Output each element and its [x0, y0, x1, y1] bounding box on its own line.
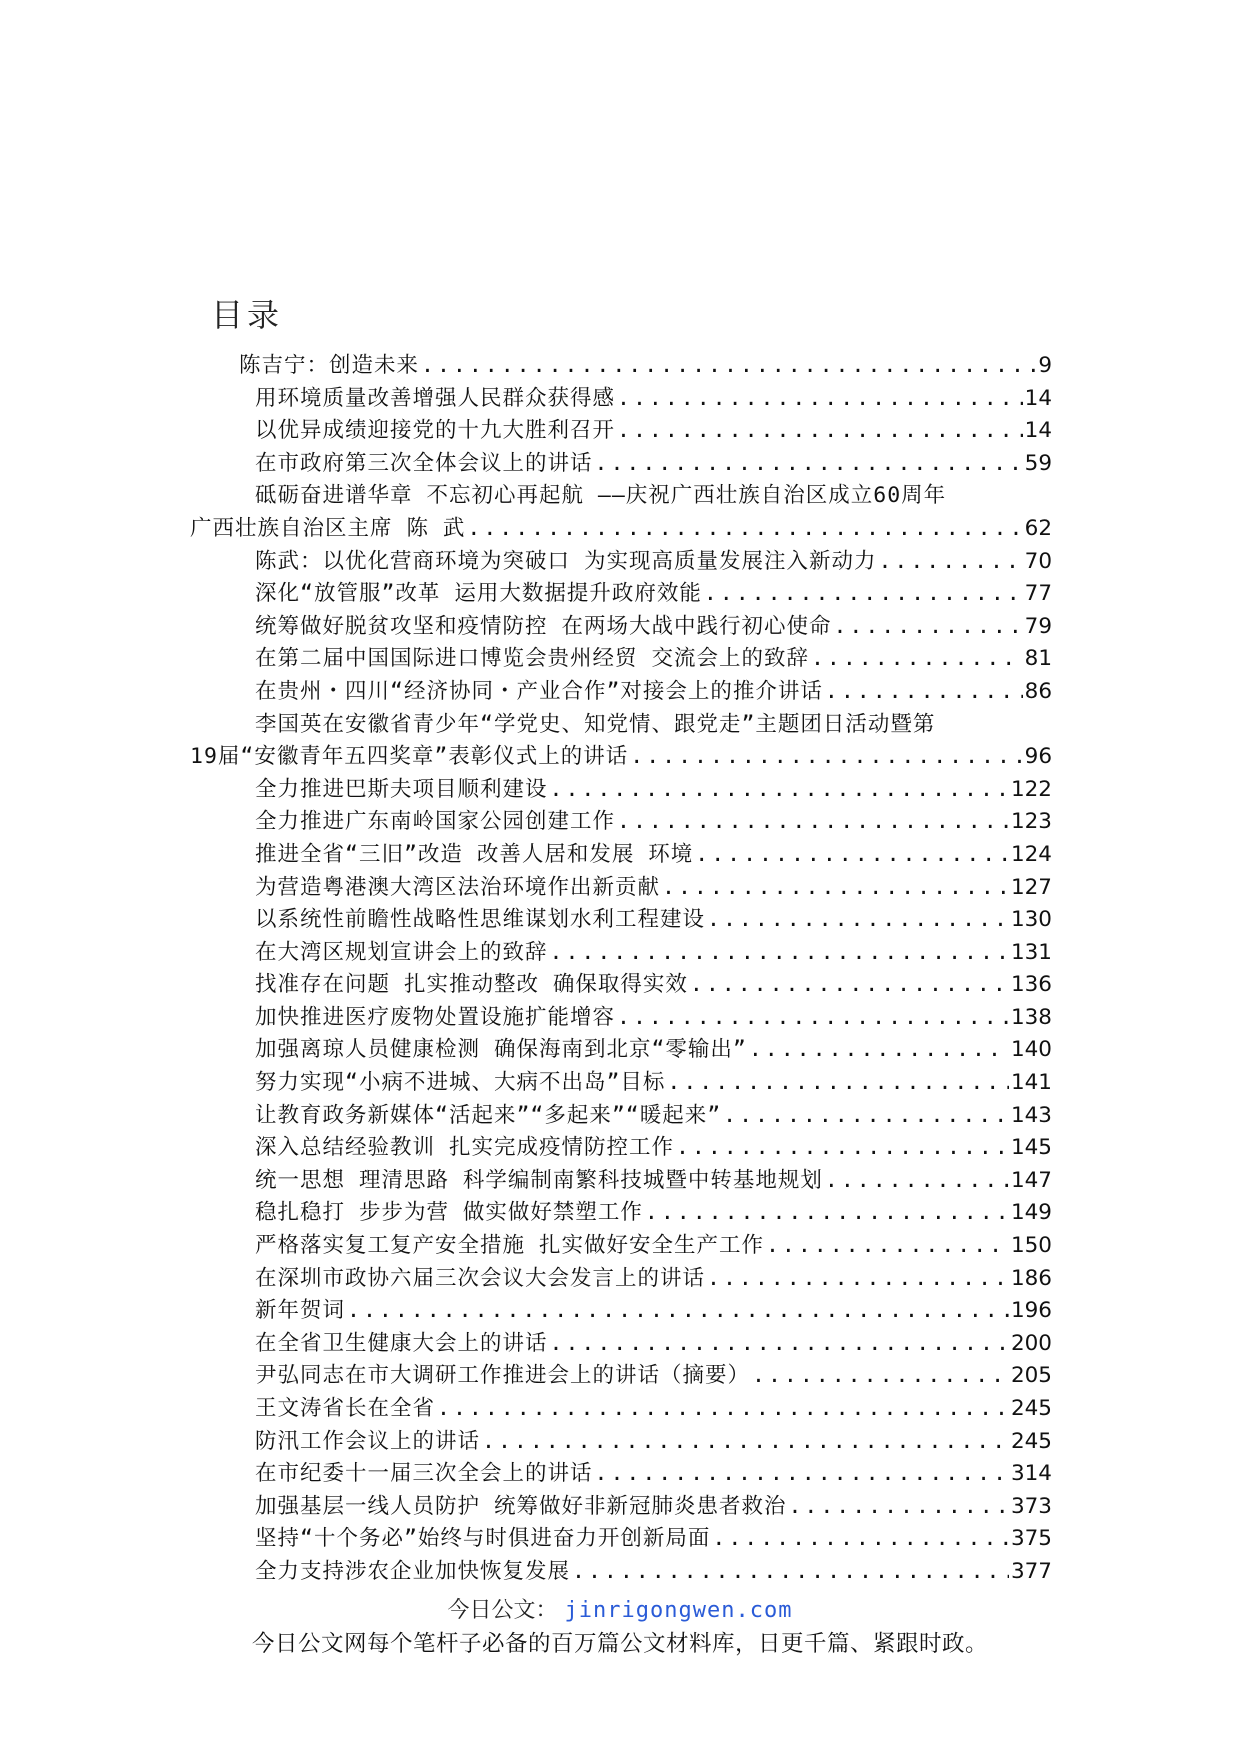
toc-dot-leader — [723, 1103, 1009, 1128]
footer-site-url[interactable]: jinrigongwen.com — [564, 1598, 793, 1623]
toc-entry-title: 19届“安徽青年五四奖章”表彰仪式上的讲话 — [190, 744, 629, 770]
toc-dot-leader — [707, 907, 1009, 932]
toc-dot-leader — [667, 1070, 1009, 1095]
toc-entry[interactable] — [190, 967, 1052, 1000]
toc-dot-leader — [825, 1168, 1009, 1193]
toc-dot-leader — [707, 1266, 1009, 1291]
toc-entry-page-number: 196 — [1010, 1298, 1052, 1324]
toc-entry-page-number: 124 — [1010, 841, 1052, 867]
toc-entry-page-number: 62 — [1024, 515, 1052, 541]
toc-entry[interactable] — [190, 935, 1052, 968]
toc-entry-page-number: 96 — [1024, 744, 1052, 770]
toc-entry[interactable] — [190, 674, 1052, 707]
toc-entry[interactable] — [190, 739, 1052, 772]
toc-entry-page-number: 77 — [1024, 581, 1052, 607]
toc-entry-page-number: 14 — [1024, 418, 1052, 444]
toc-entry-page-number: 9 — [1038, 353, 1052, 378]
toc-entry-page-number: 145 — [1010, 1135, 1052, 1161]
toc-entry-title: 新年贺词 — [255, 1298, 346, 1324]
toc-entry-title: 统一思想 理清思路 科学编制南繁科技城暨中转基地规划 — [255, 1167, 823, 1193]
toc-entry-title: 王文涛省长在全省 — [255, 1396, 436, 1421]
toc-entry-page-number: 131 — [1010, 939, 1052, 965]
toc-entry-title: 尹弘同志在市大调研工作推进会上的讲话（摘要） — [255, 1363, 751, 1389]
toc-entry-title: 找准存在问题 扎实推动整改 确保取得实效 — [255, 972, 688, 998]
toc-entry-title: 加快推进医疗废物处置设施扩能增容 — [255, 1004, 616, 1030]
toc-dot-leader — [550, 940, 1009, 965]
toc-entry-title: 陈武：以优化营商环境为突破口 为实现高质量发展注入新动力 — [255, 548, 877, 574]
toc-entry-page-number: 150 — [1010, 1233, 1052, 1259]
toc-entry-title: 全力推进巴斯夫项目顺利建设 — [255, 776, 548, 802]
toc-entry-page-number: 140 — [1010, 1037, 1052, 1063]
toc-entry[interactable] — [190, 1098, 1052, 1131]
toc-entry-page-number: 59 — [1024, 450, 1052, 476]
footer-site-label: 今日公文： — [447, 1598, 558, 1623]
toc-dot-leader — [690, 972, 1009, 997]
toc-entry-page-number: 186 — [1010, 1265, 1052, 1291]
toc-entry[interactable] — [190, 1456, 1052, 1489]
toc-dot-leader — [467, 516, 1022, 541]
toc-entry[interactable] — [190, 902, 1052, 935]
toc-entry[interactable] — [190, 544, 1052, 577]
toc-entry-page-number: 200 — [1010, 1330, 1052, 1356]
toc-entry-title: 全力支持涉农企业加快恢复发展 — [255, 1558, 571, 1584]
toc-dot-leader — [752, 1363, 1009, 1388]
toc-entry[interactable] — [190, 1130, 1052, 1163]
toc-entry-page-number: 127 — [1010, 874, 1052, 900]
toc-entry-page-number: 149 — [1010, 1200, 1052, 1226]
toc-dot-leader — [617, 1005, 1009, 1030]
toc-dot-leader — [645, 1200, 1009, 1225]
toc-entry[interactable] — [190, 1000, 1052, 1033]
toc-entry[interactable] — [190, 1261, 1052, 1294]
toc-entry-title: 加强离琼人员健康检测 确保海南到北京“零输出” — [255, 1037, 747, 1063]
toc-dot-leader — [595, 451, 1023, 476]
toc-entry-title: 全力推进广东南岭国家公园创建工作 — [255, 809, 616, 835]
toc-entry-page-number: 245 — [1010, 1428, 1052, 1454]
toc-dot-leader — [788, 1494, 1009, 1519]
toc-entry-page-number: 143 — [1010, 1102, 1052, 1128]
toc-entry[interactable] — [190, 1293, 1052, 1326]
toc-entry-page-number: 245 — [1010, 1396, 1052, 1421]
toc-entry-title: 在市政府第三次全体会议上的讲话 — [255, 450, 593, 476]
toc-entry[interactable] — [190, 1195, 1052, 1228]
toc-entry-page-number: 138 — [1010, 1004, 1052, 1030]
toc-dot-leader — [825, 679, 1023, 704]
toc-dot-leader — [766, 1233, 1009, 1258]
toc-dot-leader — [878, 549, 1022, 574]
toc-dot-leader — [437, 1396, 1009, 1421]
toc-entry[interactable] — [190, 772, 1052, 805]
toc-dot-leader — [749, 1037, 1009, 1062]
toc-entry-title: 坚持“十个务必”始终与时俱进奋力开创新局面 — [255, 1526, 711, 1552]
toc-entry-title: 统筹做好脱贫攻坚和疫情防控 在两场大战中践行初心使命 — [255, 613, 832, 639]
toc-dot-leader — [421, 353, 1036, 378]
toc-entry-title: 在全省卫生健康大会上的讲话 — [255, 1330, 548, 1356]
toc-entry-title: 砥砺奋进谱华章 不忘初心再起航 ——庆祝广西壮族自治区成立60周年 — [255, 483, 947, 509]
footer-site-line — [0, 1593, 1240, 1624]
toc-entry-page-number: 375 — [1010, 1526, 1052, 1552]
toc-entry[interactable] — [190, 1065, 1052, 1098]
toc-dot-leader — [550, 1331, 1009, 1356]
toc-entry-page-number: 377 — [1010, 1558, 1052, 1584]
toc-entry-title: 以系统性前瞻性战略性思维谋划水利工程建设 — [255, 907, 706, 933]
toc-entry[interactable] — [190, 837, 1052, 870]
toc-entry-title: 在大湾区规划宣讲会上的致辞 — [255, 939, 548, 965]
toc-dot-leader — [482, 1429, 1009, 1454]
toc-dot-leader — [676, 1135, 1009, 1160]
toc-entry[interactable] — [190, 1391, 1052, 1424]
toc-entry[interactable] — [190, 1424, 1052, 1457]
toc-entry-title: 让教育政务新媒体“活起来”“多起来”“暖起来” — [255, 1102, 722, 1128]
toc-entry[interactable] — [190, 1326, 1052, 1359]
toc-entry-title: 在深圳市政协六届三次会议大会发言上的讲话 — [255, 1265, 706, 1291]
toc-entry[interactable] — [190, 381, 1052, 414]
toc-entry[interactable] — [190, 478, 1052, 511]
toc-entry-title: 广西壮族自治区主席 陈 武 — [190, 515, 466, 541]
toc-entry[interactable] — [190, 870, 1052, 903]
toc-dot-leader — [630, 744, 1022, 769]
toc-dot-leader — [595, 1461, 1009, 1486]
toc-entry-page-number: 86 — [1024, 678, 1052, 704]
toc-entry[interactable] — [190, 804, 1052, 837]
toc-dot-leader — [662, 875, 1009, 900]
toc-entry-page-number: 205 — [1010, 1363, 1052, 1389]
toc-entry-page-number: 314 — [1010, 1461, 1052, 1487]
toc-entry-title: 深入总结经验教训 扎实完成疫情防控工作 — [255, 1135, 674, 1161]
toc-entry[interactable] — [190, 1554, 1052, 1587]
toc-entry[interactable] — [190, 609, 1052, 642]
toc-dot-leader — [347, 1298, 1009, 1323]
toc-dot-leader — [811, 646, 1023, 671]
toc-entry[interactable] — [190, 1521, 1052, 1554]
toc-entry[interactable] — [190, 413, 1052, 446]
toc-entry-title: 努力实现“小病不进城、大病不出岛”目标 — [255, 1070, 666, 1096]
toc-entry[interactable] — [190, 576, 1052, 609]
toc-entry-page-number: 130 — [1010, 907, 1052, 933]
toc-entry-title: 稳扎稳打 步步为营 做实做好禁塑工作 — [255, 1200, 643, 1226]
toc-dot-leader — [617, 386, 1023, 411]
toc-entry[interactable] — [190, 511, 1052, 544]
toc-entry[interactable] — [190, 348, 1052, 381]
toc-entry-page-number: 14 — [1024, 385, 1052, 411]
toc-dot-leader — [695, 842, 1009, 867]
toc-entry-page-number: 147 — [1010, 1167, 1052, 1193]
toc-entry-title: 李国英在安徽省青少年“学党史、知党情、跟党走”主题团日活动暨第 — [255, 711, 936, 737]
toc-entry[interactable] — [190, 446, 1052, 479]
toc-entry-title: 在市纪委十一届三次全会上的讲话 — [255, 1461, 593, 1487]
toc-dot-leader — [572, 1559, 1009, 1584]
toc-entry-page-number: 81 — [1024, 646, 1052, 672]
toc-entry-page-number: 136 — [1010, 972, 1052, 998]
toc-entry-title: 以优异成绩迎接党的十九大胜利召开 — [255, 418, 616, 444]
toc-dot-leader — [833, 614, 1022, 639]
toc-entry[interactable] — [190, 707, 1052, 740]
toc-dot-leader — [617, 809, 1009, 834]
toc-entry[interactable] — [190, 1032, 1052, 1065]
toc-entry-title: 在第二届中国国际进口博览会贵州经贸 交流会上的致辞 — [255, 646, 809, 672]
toc-entry-title: 为营造粤港澳大湾区法治环境作出新贡献 — [255, 874, 661, 900]
toc-entry[interactable] — [190, 1228, 1052, 1261]
toc-entry-title: 在贵州・四川“经济协同・产业合作”对接会上的推介讲话 — [255, 678, 823, 704]
toc-entry[interactable] — [190, 1358, 1052, 1391]
toc-entry-title: 严格落实复工复产安全措施 扎实做好安全生产工作 — [255, 1233, 764, 1259]
toc-entry-title: 防汛工作会议上的讲话 — [255, 1428, 481, 1454]
toc-entry[interactable] — [190, 1489, 1052, 1522]
toc-entry[interactable] — [190, 1163, 1052, 1196]
toc-entry-page-number: 70 — [1024, 548, 1052, 574]
toc-entry[interactable] — [190, 641, 1052, 674]
toc-entry-title: 深化“放管服”改革 运用大数据提升政府效能 — [255, 581, 702, 607]
table-of-contents — [190, 348, 1052, 1587]
toc-entry-page-number: 122 — [1010, 776, 1052, 802]
toc-entry-page-number: 141 — [1010, 1070, 1052, 1096]
toc-dot-leader — [712, 1526, 1009, 1551]
toc-entry-title: 加强基层一线人员防护 统筹做好非新冠肺炎患者救治 — [255, 1493, 787, 1519]
page-title: 目录 — [211, 296, 284, 334]
toc-dot-leader — [617, 418, 1023, 443]
toc-dot-leader — [704, 581, 1023, 606]
toc-entry-title: 推进全省“三旧”改造 改善人居和发展 环境 — [255, 841, 694, 867]
toc-entry-page-number: 123 — [1010, 809, 1052, 835]
toc-entry-page-number: 373 — [1010, 1493, 1052, 1519]
toc-entry-title: 用环境质量改善增强人民群众获得感 — [255, 385, 616, 411]
toc-entry-title: 陈吉宁：创造未来 — [239, 353, 420, 378]
toc-dot-leader — [550, 777, 1009, 802]
footer-slogan: 今日公文网每个笔杆子必备的百万篇公文材料库，日更千篇、紧跟时政。 — [251, 1631, 988, 1657]
toc-entry-page-number: 79 — [1024, 613, 1052, 639]
